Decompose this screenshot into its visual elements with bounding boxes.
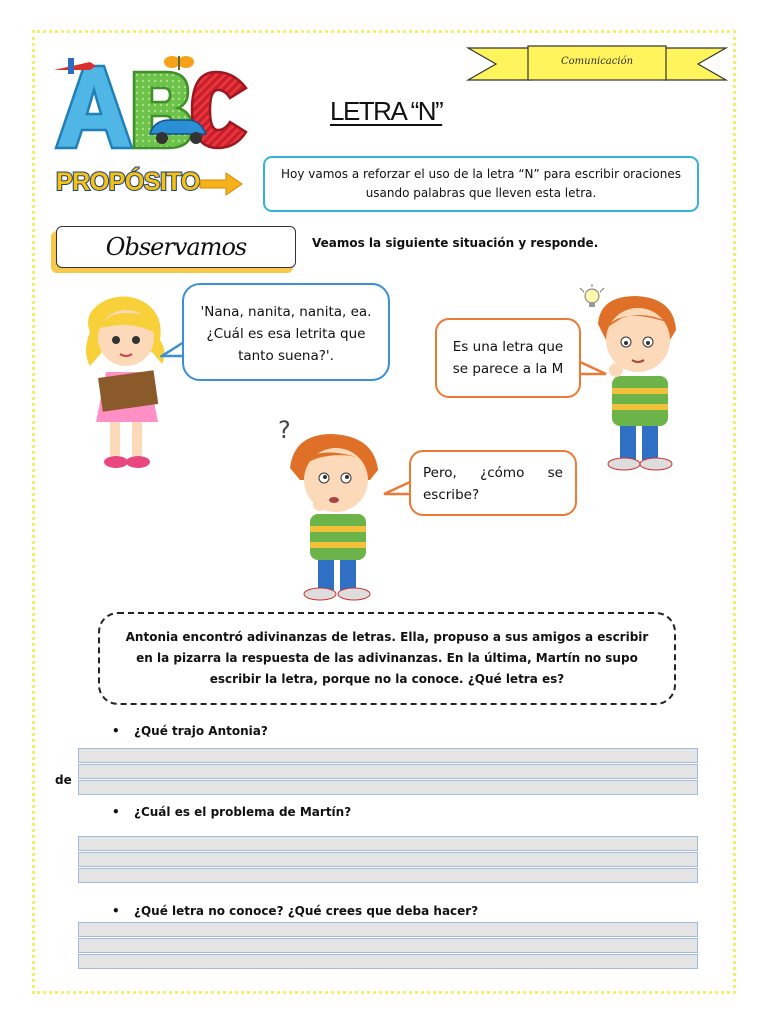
boy-confused-illustration (274, 414, 386, 604)
answer-line[interactable] (78, 836, 698, 851)
girl-line-1: 'Nana, nanita, nanita, ea. (200, 304, 372, 320)
answer-lines-1[interactable] (78, 748, 698, 796)
bubble-tail-boy2 (382, 478, 412, 500)
answer-line[interactable] (78, 780, 698, 795)
answer-line[interactable] (78, 938, 698, 953)
story-text: Antonia encontró adivinanzas de letras. Ella, propuso a sus amigos a escribir en la pizarra la respuesta de las adivinanzas. En la última, Martín no supo escribir la letra, porque no la conoce. ¿Qué letra es? (125, 630, 649, 686)
question-1-text: ¿Qué trajo Antonia? (134, 724, 268, 738)
butterfly-icon (164, 56, 194, 70)
boy2-line-2: escribe? (423, 487, 480, 503)
girl-speech-bubble (182, 283, 390, 381)
arrow-right-icon (198, 170, 244, 198)
answer-line[interactable] (78, 868, 698, 883)
bubble-tail-boy1 (578, 358, 608, 380)
abc-logo (50, 48, 250, 156)
bullet-icon: • (112, 724, 120, 738)
answer-line[interactable] (78, 748, 698, 763)
answer-line[interactable] (78, 954, 698, 969)
page-title: LETRA “N” (330, 96, 443, 126)
area-label: Comunicación (560, 56, 634, 67)
girl-line-3: tanto suena?'. (238, 348, 334, 364)
question-mark-icon: ? (278, 416, 291, 444)
boy2-word-2: ¿cómo (480, 465, 525, 481)
question-2-text: ¿Cuál es el problema de Martín? (134, 805, 352, 819)
answer-line[interactable] (78, 922, 698, 937)
girl-line-2: ¿Cuál es esa letrita que (206, 326, 366, 342)
bullet-icon: • (112, 904, 120, 918)
stray-text: de (55, 773, 72, 787)
question-3 (112, 904, 478, 918)
boy1-line-1: Es una letra que (452, 339, 564, 355)
observe-label-box (56, 226, 296, 268)
answer-line[interactable] (78, 764, 698, 779)
question-1 (112, 724, 268, 738)
answer-lines-2[interactable] (78, 836, 698, 884)
boy2-word-1: Pero, (423, 465, 457, 481)
purpose-label: PROPÓSITO (56, 168, 200, 196)
boy1-line-2: se parece a la M (452, 361, 564, 377)
boy2-word-3: se (547, 465, 563, 481)
boy2-line-1 (423, 462, 563, 484)
question-2 (112, 805, 351, 819)
lightbulb-icon (580, 284, 604, 307)
observe-instruction: Veamos la siguiente situación y responde. (312, 236, 599, 250)
boy2-speech-bubble (409, 450, 577, 516)
purpose-text: Hoy vamos a reforzar el uso de la letra “N” para escribir oraciones usando palabras que lleven esta letra. (281, 167, 681, 200)
observe-label: Observamos (105, 233, 247, 261)
story-box (98, 612, 676, 705)
girl-reading-illustration (72, 292, 180, 474)
boy1-speech-bubble (435, 318, 581, 398)
purpose-box (263, 156, 699, 212)
bullet-icon: • (112, 805, 120, 819)
answer-lines-3[interactable] (78, 922, 698, 970)
question-3-text: ¿Qué letra no conoce? ¿Qué crees que deba hacer? (134, 904, 479, 918)
answer-line[interactable] (78, 852, 698, 867)
